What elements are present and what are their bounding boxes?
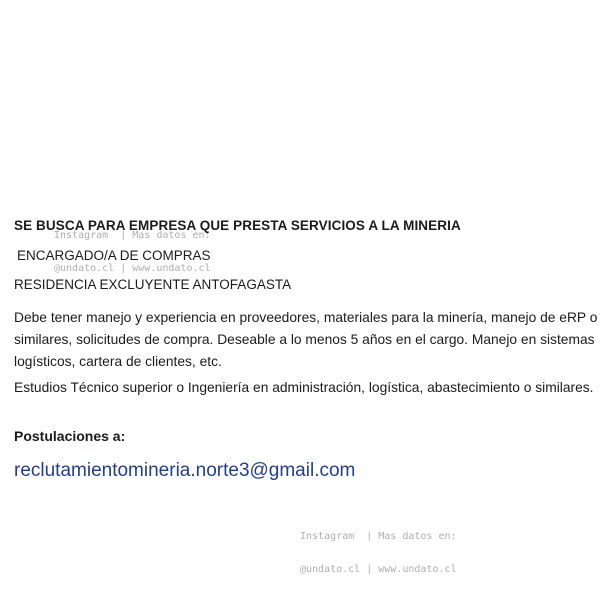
applications-label: Postulaciones a:	[14, 428, 126, 444]
headline: SE BUSCA PARA EMPRESA QUE PRESTA SERVICIOS A LA MINERIA	[14, 218, 461, 233]
residence-requirement: RESIDENCIA EXCLUYENTE ANTOFAGASTA	[14, 277, 292, 292]
watermark-top-line2: @undato.cl | www.undato.cl	[54, 263, 211, 274]
requirements-paragraph: Debe tener manejo y experiencia en proveedores, materiales para la minería, manejo de eRP o similares, solicitudes de compra. Deseable a lo menos 5 años en el cargo. Manejo en sistemas logísticos, cartera de clientes, etc.	[14, 310, 598, 369]
watermark-bottom	[300, 509, 457, 597]
watermark-top-line1: Instagram | Mas datos en:	[54, 230, 211, 241]
watermark-bottom-line2: @undato.cl | www.undato.cl	[300, 564, 457, 575]
studies-paragraph: Estudios Técnico superior o Ingeniería en administración, logística, abastecimiento o similares.	[14, 380, 594, 395]
contact-email[interactable]: reclutamientomineria.norte3@gmail.com	[14, 460, 356, 481]
job-role: ENCARGADO/A DE COMPRAS	[17, 248, 211, 263]
watermark-bottom-line1: Instagram | Mas datos en:	[300, 531, 457, 542]
